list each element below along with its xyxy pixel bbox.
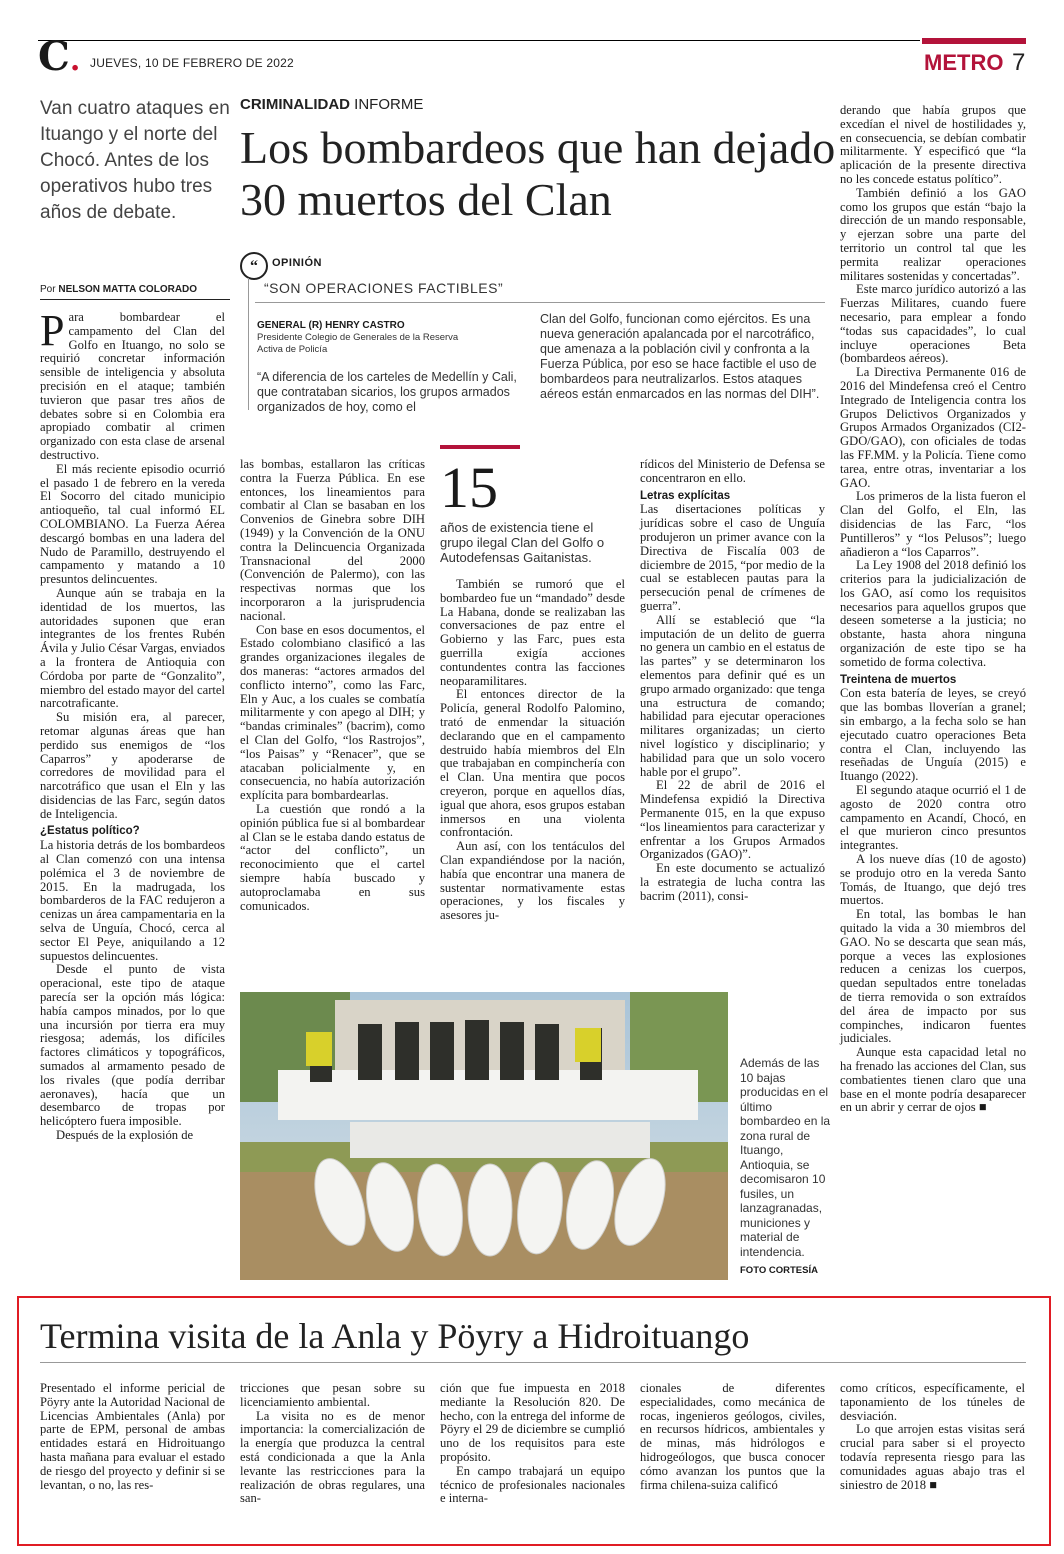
boxed-article-column-2 xyxy=(240,1382,425,1506)
article-column-4 xyxy=(640,458,825,904)
subheading: Treintena de muertos xyxy=(840,673,957,686)
article-column-1 xyxy=(40,306,226,1143)
paragraph: Los primeros de la lista fueron el Clan del Golfo, el Eln, las disidencias de las Farc, “los Puntilleros” y “los Pelusos”; luego añadieron a “los Caparros”. xyxy=(840,489,1026,559)
opinion-separator xyxy=(255,302,825,303)
paragraph: Después de la explosión de xyxy=(56,1128,194,1143)
opinion-author-role: Presidente Colegio de Generales de la Reserva xyxy=(257,332,459,343)
paragraph: tricciones que pesan sobre su licenciamiento ambiental. xyxy=(240,1381,425,1409)
news-photo xyxy=(240,992,728,1280)
boxed-article-column-1 xyxy=(40,1382,225,1492)
boxed-article-headline: Termina visita de la Anla y Pöyry a Hidroituango xyxy=(40,1316,750,1356)
paragraph: El segundo ataque ocurrió el 1 de agosto de 2020 contra otro campamento en Acandí, Chocó, en el que murieron cinco presuntos integrantes. xyxy=(840,783,1026,853)
paragraph: Aunque esta capacidad letal no ha frenado las acciones del Clan, sus combatientes tienen claro que una base en el monte podría desaparecer en un abrir y cerrar de ojos ■ xyxy=(840,1045,1026,1115)
paragraph: En este documento se actualizó la estrategia de lucha contra las bacrim (2011), consi- xyxy=(640,861,825,903)
paragraph: Aun así, con los tentáculos del Clan expandiéndose por la nación, había que encontrar una manera de sustentar normativamente estas operaciones, y los fiscales y asesores ju- xyxy=(440,839,625,923)
lead-paragraph: Para bombardear el campamento del Clan del Golfo en Ituango, no solo se requirió concretar información sensible de inteligencia y absoluta precisión en el ataque; también tuvieron que pasar tres años de debates sobre si en Colombia era apropiado combatir al crimen organizado con esta clase de arsenal destructivo. xyxy=(40,306,225,462)
article-column-5 xyxy=(840,104,1026,1115)
boxed-article-column-5 xyxy=(840,1382,1025,1492)
opinion-author-role: Activa de Policía xyxy=(257,344,328,355)
paragraph: La cuestión que rondó a la opinión pública fue si al bombardear al Clan se le estaba dando estatus de “actor del conflicto”, un reconocimiento que el cartel siempre había buscado y autoproclamaba en sus comunicados. xyxy=(240,801,426,913)
paragraph: las bombas, estallaron las críticas contra la Fuerza Pública. En ese entonces, los lineamientos para combatir al Clan se basaban en los Convenios de Ginebra sobre DIH (1949) y la Convención de la ONU contra la Delincuencia Organizada Transnacional del 2000 (Convención de Palermo), con las respectivas normas que los incorporaron a la jurisprudencia nacional. xyxy=(240,457,425,623)
paragraph: En campo trabajará un equipo técnico de profesionales nacionales e interna- xyxy=(440,1463,625,1506)
paragraph: como críticos, específicamente, el taponamiento de los túneles de desviación. xyxy=(840,1381,1025,1423)
paragraph: El más reciente episodio ocurrió el pasado 1 de febrero en la vereda El Socorro del citado municipio antioqueño, tal cual informó EL COLOMBIANO. La Fuerza Aérea descargó bombas en una ladera del Nudo de Paramillo, destruyendo el campamento y matando a 10 presuntos delincuentes. xyxy=(40,461,225,587)
paragraph: Lo que arrojen estas visitas será crucial para saber si el proyecto todavía representa riesgo para las comunidades aguas abajo tras el siniestro de 2018 ■ xyxy=(840,1422,1025,1492)
page-number: 7 xyxy=(1012,49,1026,76)
newspaper-logo: C. xyxy=(38,33,81,80)
paragraph: ción que fue impuesta en 2018 mediante la Resolución 820. De hecho, con la entrega del informe de Pöyry el 29 de diciembre se cumplió uno de los requisitos para este propósito. xyxy=(440,1381,625,1464)
article-column-2 xyxy=(240,458,425,913)
boxed-article-column-3 xyxy=(440,1382,625,1506)
issue-date: JUEVES, 10 DE FEBRERO DE 2022 xyxy=(90,56,294,70)
opinion-title: “SON OPERACIONES FACTIBLES” xyxy=(264,280,504,296)
stat-accent-bar xyxy=(440,445,520,449)
standfirst: Van cuatro ataques en Ituango y el norte del Chocó. Antes de los operativos hubo tres años de debate. xyxy=(40,98,230,223)
paragraph: A los nueve días (10 de agosto) se produjo otro en la vereda Santo Tomás, de Ituango, que dejó tres muertos. xyxy=(840,852,1026,908)
paragraph: El entonces director de la Policía, general Rodolfo Palomino, trató de enmendar la situación declarando que en el campamento destruido había miembros del Eln que trabajaban en compinchería con el Clan. Una mentira que pocos creyeron, porque en aquellos días, igual que ahora, esos grupos estaban inmersos en una violenta confrontación. xyxy=(440,687,625,840)
stat-text: años de existencia tiene el grupo ilegal Clan del Golfo o Autodefensas Gaitanistas. xyxy=(440,520,605,565)
paragraph: Su misión era, al parecer, retomar algunas áreas que han perdido sus enemigos de “los Caparros” y apoderarse de corredores de movilidad para el narcotráfico que usan el Eln y las disidencias de las Farc, según datos de Inteligencia. xyxy=(40,710,225,821)
opinion-quote: Clan del Golfo, funcionan como ejércitos. Es una nueva generación apalancada por el narcotráfico, que amenaza a la población civil y confronta a la Fuerza Pública, por eso se hace factible el uso de bombardeos para neutralizarlos. Estos ataques aéreos están enmarcados en las normas del DIH”. xyxy=(540,312,820,401)
section-label: METRO xyxy=(924,50,1004,75)
paragraph: La historia detrás de los bombardeos al Clan comenzó con una intensa polémica el 3 de noviembre de 2015. En la madrugada, los bombarderos de la FAC redujeron a cenizas un área campamentaria en la selva de Unguía, Chocó, cerca al sector El Peye, aniquilando a 12 supuestos delincuentes. xyxy=(40,838,226,963)
paragraph: Allí se estableció que “la imputación de un delito de guerra no genera un cambio en el estatus de las partes” y se determinaron los elementos para definir qué es un grupo armado organizado: que tenga una estructura de comando; habilidad para ejecutar operaciones militares organizadas; un cierto nivel logístico y disciplinario; y habilidad para que un solo vocero hable por el grupo”. xyxy=(640,612,825,779)
paragraph: derando que había grupos que excedían el nivel de hostilidades y, en consecuencia, se debían combatir militarmente. Y especificó que “la aplicación de la presente directiva no les concede estatus político”. xyxy=(840,103,1026,186)
subheading: ¿Estatus político? xyxy=(40,825,140,838)
boxed-article-rule xyxy=(40,1362,1026,1363)
paragraph: Desde el punto de vista operacional, este tipo de ataque parecía ser la opción más lógica: había campos minados, por lo que una incursión por tierra era muy riesgosa; además, los difíciles factores climáticos y topográficos, sumados al armamento pesado de los rivales (que podía derribar aeronaves), hacía que un desembarco de tropas por helicóptero fuera imposible. xyxy=(40,962,225,1129)
paragraph: Las disertaciones políticas y jurídicas sobre el caso de Unguía produjeron un primer avance con la Directiva de Fiscalía 003 de diciembre de 2015, “por medio de la cual se establecen pautas para la persecución penal de crímenes de guerra”. xyxy=(640,502,825,613)
top-rule xyxy=(38,40,920,41)
byline: Por NELSON MATTA COLORADO xyxy=(40,284,230,300)
boxed-article-column-4 xyxy=(640,1382,825,1492)
paragraph: cionales de diferentes especialidades, como mecánica de rocas, ingenieros geólogos, civiles, en recursos hídricos, ambientales y de minas, más hidrólogos e hidrogeólogos, que busca conocer cómo avanzan los puntos que la firma chilena-suiza calificó xyxy=(640,1381,825,1492)
paragraph: Con base en esos documentos, el Estado colombiano clasificó a las grandes organizaciones ilegales de dos maneras: “actores armados del conflicto interno”, como las Farc, Eln y Auc, a los cuales se combatía militarmente y con apego al DIH; y “bandas criminales” (bacrim), como el Clan del Golfo, “los Rastrojos”, “los Paisas” y “Renacer”, que se atacaban policialmente y, en consecuencia, no había autorización explícita para bombardearlas. xyxy=(240,622,425,803)
stat-number: 15 xyxy=(440,455,498,520)
paragraph: La Ley 1908 del 2018 definió los criterios para la judicialización de los GAO, así como los requisitos necesarios para aquellos grupos que deseen someterse a la justicia; no obstante, hasta ahora ninguna organización de este tipo se ha sometido de forma colectiva. xyxy=(840,558,1026,669)
opinion-label: OPINIÓN xyxy=(272,257,322,269)
paragraph: También definió a los GAO como los grupos que están “bajo la dirección de un mando responsable, y ejerzan sobre una parte del territorio un control tal que les permita realizar operaciones militares sostenidas y concertadas”. xyxy=(840,185,1026,283)
paragraph: rídicos del Ministerio de Defensa se concentraron en ello. xyxy=(640,457,825,485)
drop-cap: P xyxy=(40,306,65,355)
article-column-3 xyxy=(440,578,625,923)
paragraph: El 22 de abril de 2016 el Mindefensa expidió la Directiva Permanente 015, en la que expuso “los lineamientos para caracterizar y enfrentar a los Grupos Armados Organizados (GAO)”. xyxy=(640,778,825,862)
paragraph: La visita no es de menor importancia: la comercialización de la energía que produzca la central está condicionada a que la Anla levante las restricciones para la realización de obras regulares, una san- xyxy=(240,1408,425,1506)
opinion-rule xyxy=(248,278,249,410)
photo-credit: FOTO CORTESÍA xyxy=(740,1265,818,1276)
headline: Los bombardeos que han dejado 30 muertos del Clan xyxy=(240,122,836,225)
quote-icon: “ xyxy=(240,252,268,280)
kicker: CRIMINALIDAD INFORME xyxy=(240,96,424,113)
section-tab xyxy=(922,38,1026,44)
paragraph: En total, las bombas le han quitado la vida a 30 miembros del GAO. No se descarta que sean más, porque a veces las explosiones reducen a cenizas los cuerpos, quedan sepultados entre toneladas de tierra removida o son extraídos del área de impacto por sus compinches, indicaron fuentes judiciales. xyxy=(840,907,1026,1046)
opinion-quote: “A diferencia de los carteles de Medellín y Cali, que contrataban sicarios, los grupos armados organizados de hoy, como el xyxy=(257,370,517,414)
paragraph: Presentado el informe pericial de Pöyry ante la Autoridad Nacional de Licencias Ambientales (Anla) por parte de EPM, personal de ambas entidades estará en Hidroituango hasta mañana para evaluar el estado de riesgo del proyecto y definir si se levantan, o no, las res- xyxy=(40,1381,225,1492)
paragraph: La Directiva Permanente 016 de 2016 del Mindefensa creó el Centro Integrado de Inteligencia contra los Grupos Delictivos Organizados y Grupos Armados Organizados (CI2-GDO/GAO), con oficiales de todas las FF.MM. y la Policía. Tiene como tarea, entre otras, inventariar a los GAO. xyxy=(840,365,1026,490)
paragraph: Aunque aún se trabaja en la identidad de los muertos, las autoridades suponen que eran integrantes de los frentes Rubén Ávila y Julio César Vargas, enviados a la frontera de Antioquia con Córdoba por parte de “Gonzalito”, miembro del estado mayor del cartel narcotraficante. xyxy=(40,585,225,711)
opinion-author: GENERAL (R) HENRY CASTRO xyxy=(257,320,405,331)
photo-caption: Además de las 10 bajas producidas en el último bombardeo en la zona rural de Ituango, Antioquia, se decomisaron 10 fusiles, un lanzagranadas, municiones y material de intendencia. xyxy=(740,1056,831,1259)
paragraph: Este marco jurídico autorizó a las Fuerzas Militares, cuando fuere necesario, para emplear a fondo “todas sus capacidades”, lo cual incluye operaciones Beta (bombardeos aéreos). xyxy=(840,282,1026,366)
subheading: Letras explícitas xyxy=(640,489,731,502)
paragraph: Con esta batería de leyes, se creyó que las bombas lloverían a granel; sin embargo, a la fecha solo se han ejecutado cuatro operaciones Beta contra el Clan, incluyendo las reseñadas de Unguía (2015) e Ituango (2022). xyxy=(840,686,1026,784)
paragraph: También se rumoró que el bombardeo fue un “mandado” desde La Habana, donde se realizaban las conversaciones de paz entre el Gobierno y las Farc, pues esta guerrilla exigía acciones contundentes contra las facciones neoparamilitares. xyxy=(440,577,625,688)
news-photo-illustration xyxy=(240,992,728,1280)
